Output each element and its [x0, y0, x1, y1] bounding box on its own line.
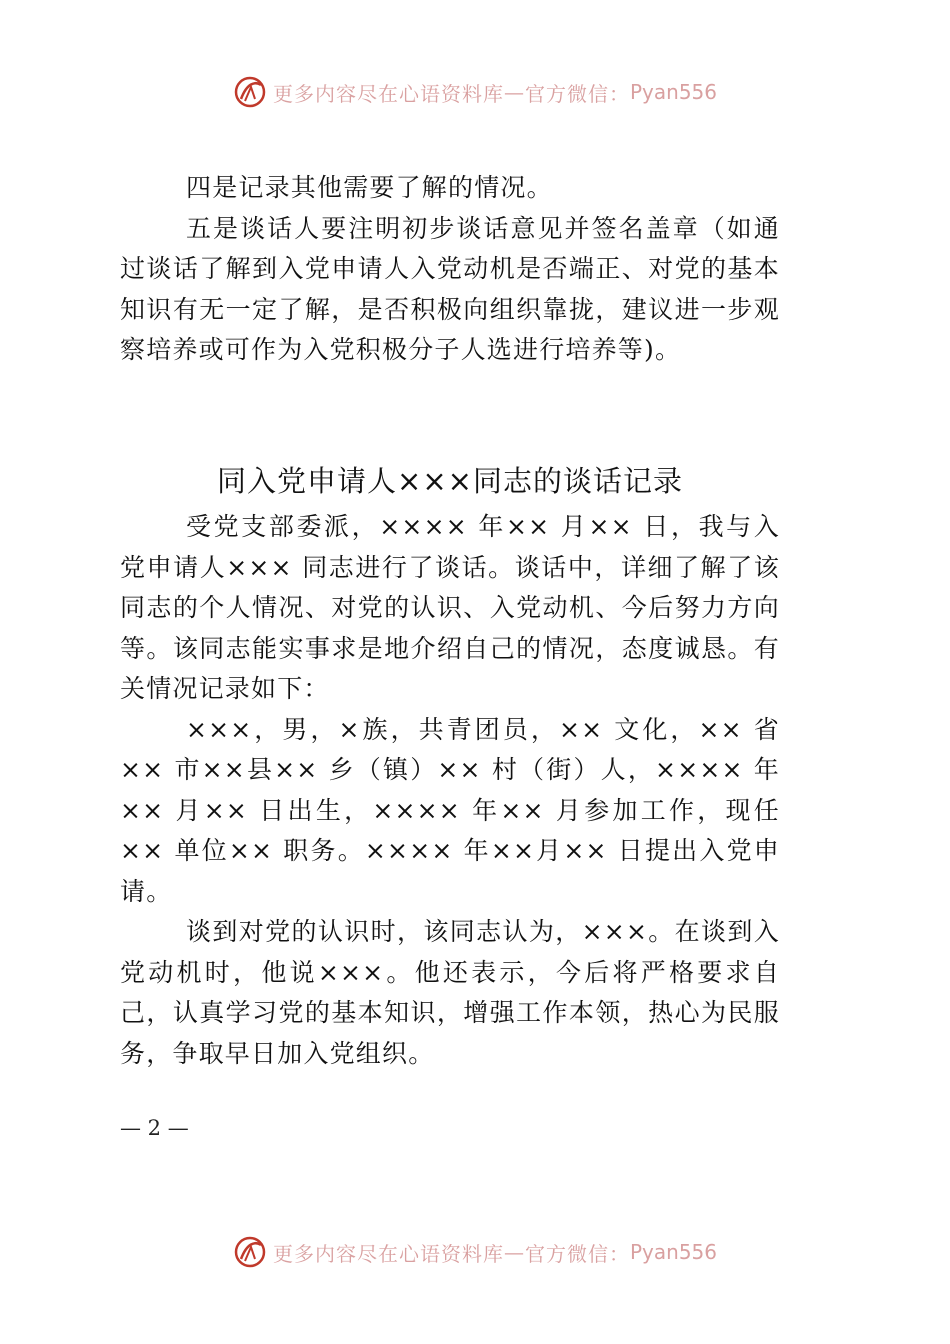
- banner-wechat-label: 官方微信：: [524, 1241, 630, 1266]
- paragraph-motivation: 谈到对党的认识时，该同志认为，×××。在谈到入党动机时，他说×××。他还表示，今后将严格要求自己，认真学习党的基本知识，增强工作本领，热心为民服务，争取早日加入党组织。: [120, 917, 780, 1068]
- paragraph-intro: 受党支部委派，×××× 年×× 月×× 日，我与入党申请人××× 同志进行了谈话。谈话中，详细了解了该同志的个人情况、对党的认识、入党动机、今后努力方向等。该同志能实事求是地介绍自己的情况，态度诚恳。有关情况记录如下：: [120, 512, 780, 703]
- banner-wechat-id: Pyan556: [629, 1240, 717, 1264]
- brand-logo-icon: [233, 75, 267, 109]
- banner-wechat-id: Pyan556: [629, 80, 717, 104]
- page-number: — 2 —: [120, 1116, 189, 1140]
- banner-wechat-label: 官方微信：: [524, 81, 630, 106]
- section-one: [120, 168, 780, 371]
- paragraph-personal-info: ×××，男，×族，共青团员，×× 文化，×× 省×× 市××县×× 乡（镇）×× 村（街）人，×××× 年×× 月×× 日出生，×××× 年×× 月参加工作，现任×× 单位×× 职务。×××× 年××月×× 日提出入党申请。: [120, 714, 780, 906]
- record-title: 同入党申请人×××同志的谈话记录: [217, 464, 683, 499]
- banner-brand-text: 更多内容尽在心语资料库: [272, 1241, 504, 1266]
- banner-brand-text: 更多内容尽在心语资料库: [272, 81, 504, 106]
- banner-separator: —: [503, 80, 525, 104]
- header-banner: [0, 72, 950, 112]
- footer-banner: [0, 1232, 950, 1272]
- paragraph-item-five: 五是谈话人要注明初步谈话意见并签名盖章（如通过谈话了解到入党申请人入党动机是否端正、对党的基本 知识有无一定了解，是否积极向组织靠拢，建议进一步观 察培养或可作为入党积极分子人选进行培养等)。: [120, 213, 780, 364]
- section-two: [120, 507, 780, 1074]
- banner-separator: —: [503, 1240, 525, 1264]
- brand-logo-icon: [233, 1235, 267, 1269]
- paragraph-item-four: 四是记录其他需要了解的情况。: [186, 173, 553, 202]
